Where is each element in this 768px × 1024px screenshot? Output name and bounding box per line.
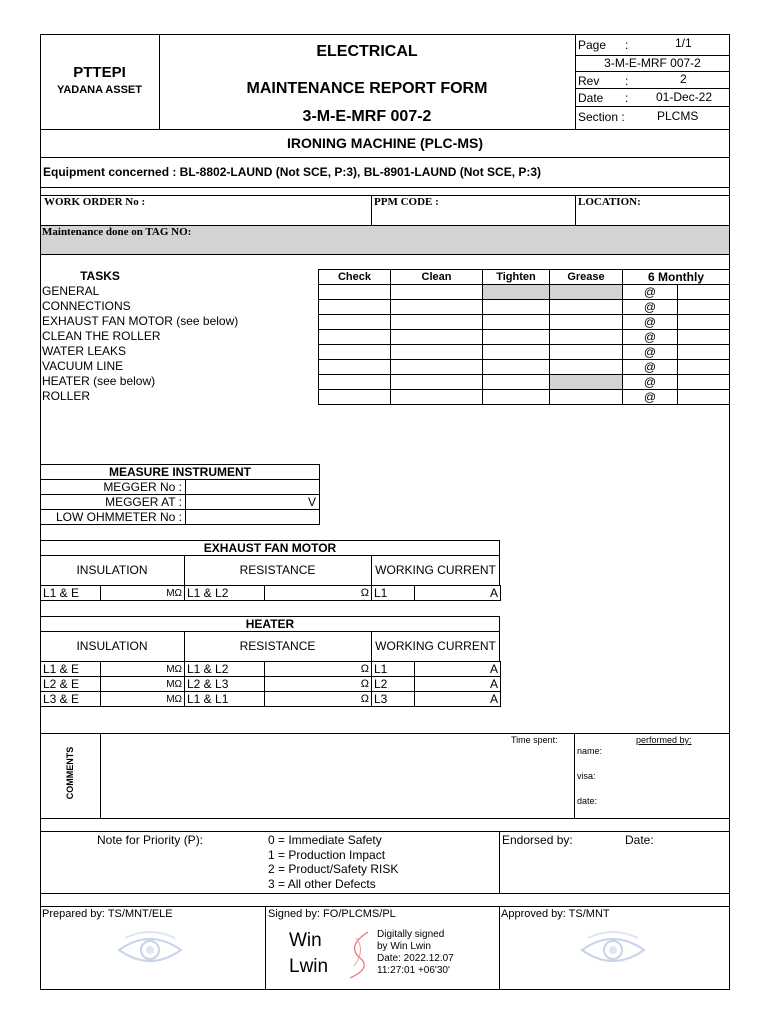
date-value: 01-Dec-22: [656, 90, 713, 104]
machine-title: IRONING MACHINE (PLC-MS): [287, 135, 483, 151]
exhaust-title: EXHAUST FAN MOTOR: [40, 540, 500, 556]
signer-first-name: Win: [289, 930, 322, 951]
doc-code: 3-M-E-MRF 007-2: [604, 56, 701, 70]
exhaust-col-resistance: RESISTANCE: [239, 563, 316, 577]
measure-instrument-table: [40, 464, 320, 525]
priority-list: [268, 833, 398, 891]
comments-label: COMMENTS: [65, 746, 75, 800]
marker-cell: @: [623, 330, 678, 345]
company-name: PTTEPI: [73, 64, 126, 81]
priority-0: 0 = Immediate Safety: [268, 833, 382, 847]
endorsed-date-label: Date:: [625, 833, 654, 847]
task-roller: ROLLER: [42, 389, 91, 403]
megger-no-field[interactable]: [186, 480, 320, 495]
section-label: Section :: [578, 110, 625, 124]
task-heater: HEATER (see below): [42, 374, 156, 388]
col-6-monthly: 6 Monthly: [623, 270, 730, 285]
marker-cell: @: [623, 300, 678, 315]
eye-watermark-icon: [578, 930, 648, 970]
task-vacuum-line: VACUUM LINE: [42, 359, 124, 373]
megger-at-field[interactable]: V: [186, 495, 320, 510]
signer-last-name: Lwin: [289, 956, 329, 977]
tag-label: Maintenance done on TAG NO:: [42, 226, 192, 238]
approved-by: Approved by: TS/MNT: [501, 908, 610, 920]
priority-1: 1 = Production Impact: [268, 847, 386, 862]
rev-label: Rev: [578, 74, 600, 88]
task-connections: CONNECTIONS: [42, 299, 131, 313]
megger-at-label: MEGGER AT :: [41, 495, 186, 510]
eye-watermark-icon: [115, 930, 185, 970]
exhaust-col-insulation: INSULATION: [76, 563, 148, 577]
task-clean-roller: CLEAN THE ROLLER: [42, 329, 161, 343]
tasks-grid: [318, 269, 730, 405]
priority-2: 2 = Product/Safety RISK: [268, 862, 399, 876]
heater-col-current: WORKING CURRENT: [375, 639, 496, 653]
heater-col-resistance: RESISTANCE: [239, 639, 316, 653]
marker-cell: @: [623, 315, 678, 330]
endorsed-by-label: Endorsed by:: [502, 833, 573, 847]
page-label: Page: [578, 38, 607, 52]
low-ohmmeter-label: LOW OHMMETER No :: [41, 510, 186, 525]
signed-by: Signed by: FO/PLCMS/PL: [268, 908, 396, 920]
priority-label: Note for Priority (P):: [97, 833, 204, 847]
section-value: PLCMS: [657, 109, 699, 123]
heater-table: L1 & E MΩ L1 & L2 Ω L1 A L2 & E MΩ L2 & L3 Ω L2 A L3 & E MΩ L1 & L1 Ω L3 A: [40, 661, 501, 707]
col-check: Check: [319, 270, 391, 285]
visa-label: visa:: [577, 771, 596, 781]
date-label: Date: [578, 91, 604, 105]
col-clean: Clean: [391, 270, 483, 285]
time-spent-label: Time spent:: [511, 735, 558, 745]
asset-name: YADANA ASSET: [57, 84, 142, 96]
tasks-list: [42, 284, 238, 404]
col-grease: Grease: [550, 270, 623, 285]
date-label-comments: date:: [577, 796, 598, 806]
task-general: GENERAL: [42, 284, 100, 298]
priority-3: 3 = All other Defects: [268, 876, 376, 891]
marker-cell: @: [623, 390, 678, 405]
title-line-2: MAINTENANCE REPORT FORM: [246, 80, 488, 97]
task-exhaust-fan-motor: EXHAUST FAN MOTOR (see below): [42, 314, 239, 328]
page-value: 1/1: [675, 36, 692, 50]
prepared-by: Prepared by: TS/MNT/ELE: [42, 908, 173, 920]
exhaust-table: L1 & E MΩ L1 & L2 Ω L1 A: [40, 585, 501, 601]
low-ohmmeter-field[interactable]: [186, 510, 320, 525]
performed-by-label: performed by:: [636, 735, 692, 745]
title-line-1: ELECTRICAL: [316, 43, 418, 60]
measure-title: MEASURE INSTRUMENT: [41, 465, 320, 480]
marker-cell: @: [623, 285, 678, 300]
digital-signature-info: Digitally signed by Win Lwin Date: 2022.12.07 11:27:01 +06'30': [377, 929, 454, 976]
rev-value: 2: [680, 72, 687, 86]
location-label: LOCATION:: [578, 196, 641, 208]
title-line-3: 3-M-E-MRF 007-2: [302, 108, 432, 125]
marker-cell: @: [623, 360, 678, 375]
equipment-concerned: Equipment concerned : BL-8802-LAUND (Not SCE, P:3), BL-8901-LAUND (Not SCE, P:3): [43, 165, 542, 179]
tasks-heading: TASKS: [80, 269, 120, 283]
task-water-leaks: WATER LEAKS: [42, 344, 127, 358]
heater-col-insulation: INSULATION: [76, 639, 148, 653]
megger-no-label: MEGGER No :: [41, 480, 186, 495]
signature-scribble-icon: [338, 928, 378, 983]
heater-title: HEATER: [40, 616, 500, 632]
marker-cell: @: [623, 375, 678, 390]
ppm-code-label: PPM CODE :: [374, 196, 439, 208]
exhaust-col-current: WORKING CURRENT: [375, 563, 496, 577]
comments-field[interactable]: [102, 735, 498, 817]
col-tighten: Tighten: [483, 270, 550, 285]
work-order-label: WORK ORDER No :: [44, 196, 146, 208]
name-label: name:: [577, 746, 603, 756]
marker-cell: @: [623, 345, 678, 360]
